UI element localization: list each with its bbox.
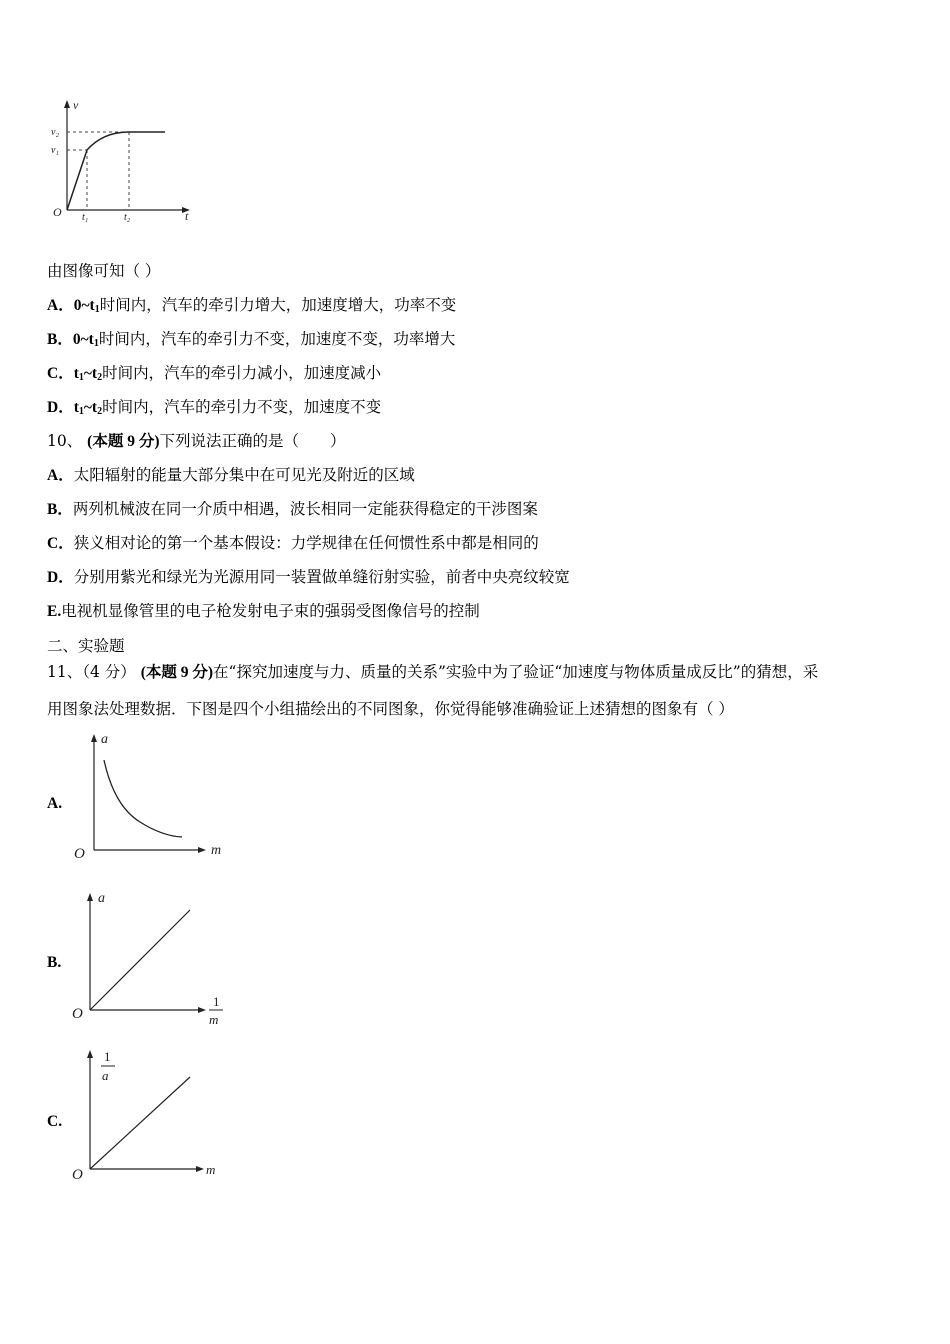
q11-stem-line1: 11、（4 分） (本题 9 分)在“探究加速度与力、质量的关系”实验中为了验证“加速度与物体质量成反比”的猜想，采 <box>47 663 819 681</box>
origin-label: O <box>53 205 62 219</box>
q10-option-e: E.电视机显像管里的电子枪发射电子束的强弱受图像信号的控制 <box>47 602 480 620</box>
section-heading: 二、实验题 <box>47 637 125 655</box>
tick-t1: t₁ <box>82 212 89 223</box>
q11-option-a-label: A. <box>47 795 63 812</box>
q11-graph-c <box>70 1045 230 1190</box>
velocity-time-graph <box>45 98 195 223</box>
graph-c-y-den: a <box>102 1068 109 1083</box>
axis-t-label: t <box>185 209 189 223</box>
graph-b-x-num: 1 <box>213 994 220 1009</box>
q10-option-d: D．分别用紫光和绿光为光源用同一装置做单缝衍射实验，前者中央亮纹较宽 <box>47 568 570 586</box>
q9-option-b: B．$0\sim t_1$时间内，汽车的牵引力不变，加速度不变，功率增大 <box>47 330 456 349</box>
q9-stem: 由图像可知（ ） <box>47 262 161 280</box>
axis-v-label: v <box>73 98 79 112</box>
q10-stem: 10、 (本题 9 分)下列说法正确的是（ ） <box>47 432 346 450</box>
q11-graph-b <box>70 888 230 1033</box>
graph-b-y-label: a <box>98 891 105 906</box>
q11-option-c-label: C. <box>47 1113 63 1130</box>
tick-v2: v₂ <box>51 127 59 138</box>
graph-a-x-label: m <box>211 843 222 858</box>
graph-c-origin: O <box>72 1167 83 1183</box>
graph-a-origin: O <box>74 846 85 862</box>
q10-option-a: A．太阳辐射的能量大部分集中在可见光及附近的区域 <box>47 466 415 484</box>
q9-option-a: A．$0\sim t_1$时间内，汽车的牵引力增大，加速度增大，功率不变 <box>47 296 457 315</box>
tick-t2: t₂ <box>124 212 131 223</box>
tick-v1: v₁ <box>51 145 59 156</box>
q11-graph-a <box>70 728 230 863</box>
q11-stem-line2: 用图象法处理数据．下图是四个小组描绘出的不同图象，你觉得能够准确验证上述猜想的图象有（ ） <box>47 700 734 718</box>
graph-a-y-label: a <box>101 732 108 747</box>
graph-b-x-den: m <box>209 1012 219 1027</box>
graph-c-y-num: 1 <box>104 1049 111 1064</box>
q10-option-c: C．狭义相对论的第一个基本假设：力学规律在任何惯性系中都是相同的 <box>47 534 539 552</box>
q11-option-b-label: B. <box>47 954 62 971</box>
q9-option-c: C．$t_1\sim t_2$时间内，汽车的牵引力减小，加速度减小 <box>47 364 382 383</box>
q9-option-d: D．$t_1\sim t_2$时间内，汽车的牵引力不变，加速度不变 <box>47 398 382 417</box>
graph-b-origin: O <box>72 1006 83 1022</box>
q10-option-b: B．两列机械波在同一介质中相遇，波长相同一定能获得稳定的干涉图案 <box>47 500 538 518</box>
graph-c-x-label: m <box>206 1162 216 1177</box>
